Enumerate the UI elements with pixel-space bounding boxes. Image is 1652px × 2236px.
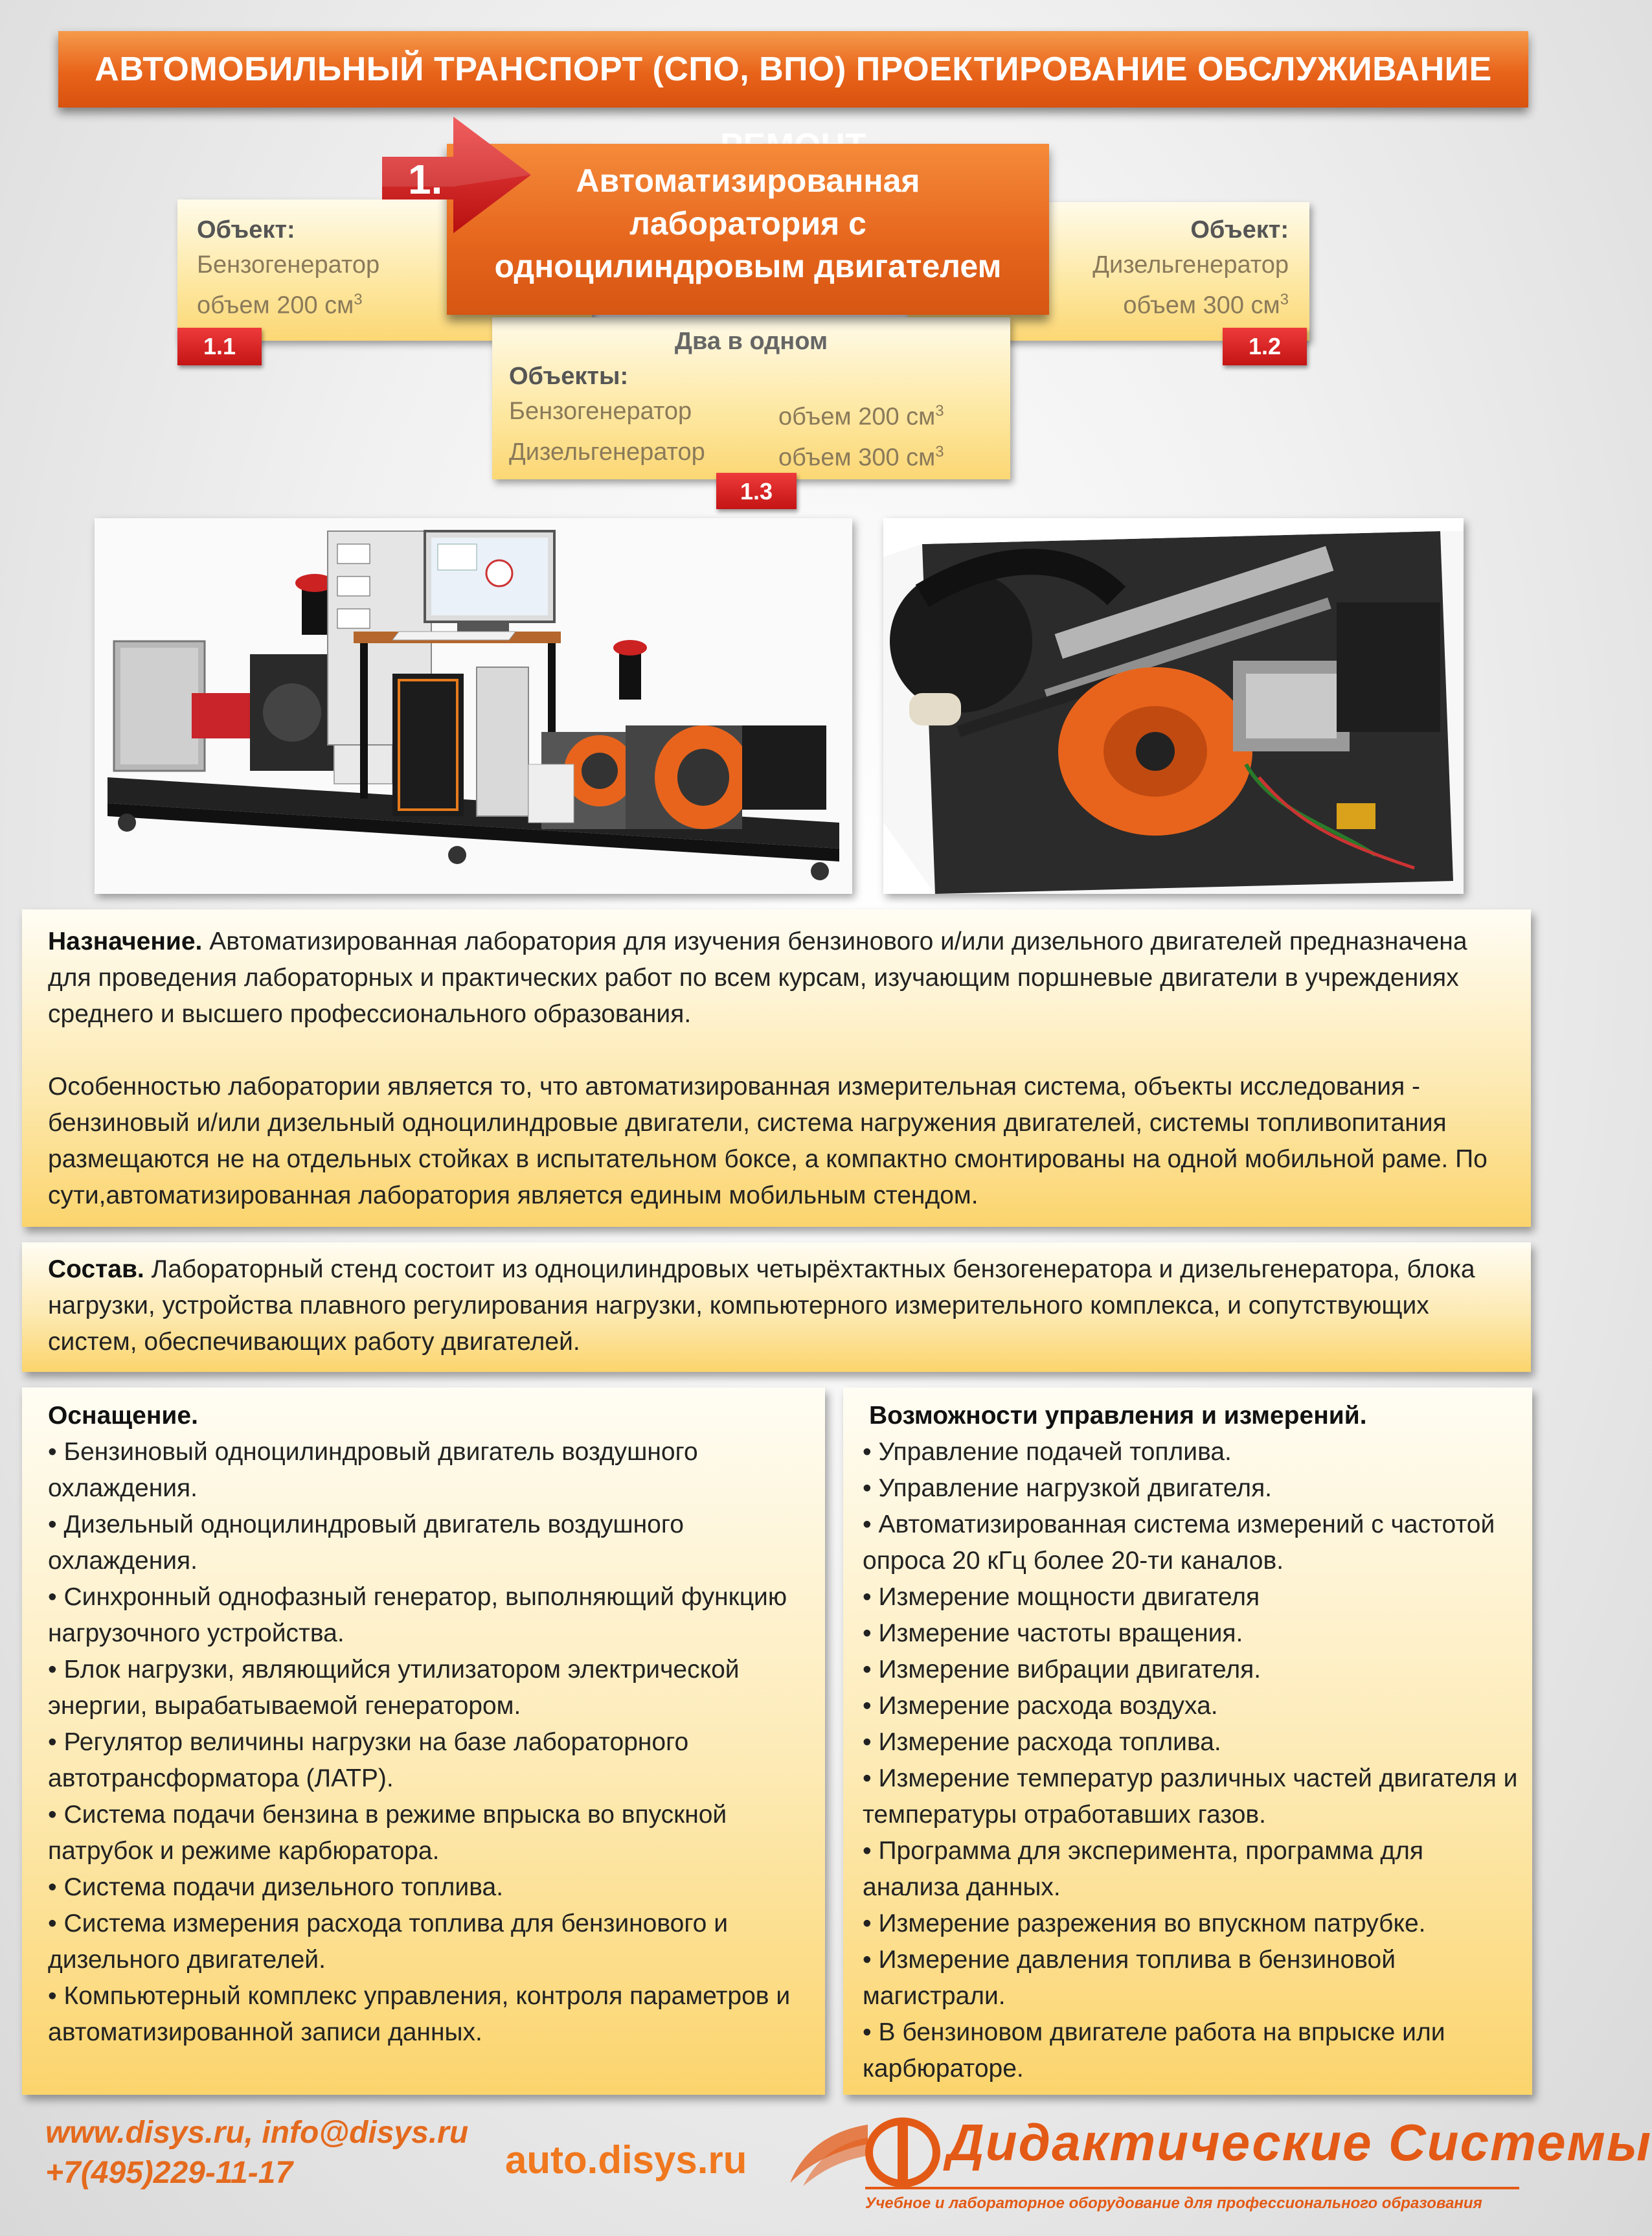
purpose-text: Автоматизированная лаборатория для изучения бензинового и/или дизельного двигателей предназначена для проведения лабораторных и практических работ по всем курсам, изучающим поршневые двигатели в учреждениях среднего и высшего профессионального образования. [48, 928, 1467, 1028]
composition-label: Состав. [48, 1255, 144, 1283]
object-name: Дизельгенератор [1092, 251, 1289, 279]
capability-item: • Измерение разрежения во впускном патрубке. [863, 1910, 1426, 1937]
capability-item: • Измерение вибрации двигателя. [863, 1656, 1262, 1683]
contact-phone: +7(495)229-11-17 [45, 2156, 293, 2190]
object-volume: объем 200 $см^3$ [197, 291, 363, 319]
equipment-item: • Система подачи бензина в режиме впрыска во впускной патрубок и режиме карбюратора. [48, 1801, 727, 1865]
lab-title-line: Автоматизированная [576, 163, 920, 199]
footer-contacts [45, 2113, 537, 2193]
lab-number: 1. [408, 156, 443, 203]
equipment-item: • Система подачи дизельного топлива. [48, 1873, 504, 1901]
object-box-1-3 [492, 317, 1010, 479]
object-tag-1-1: 1.1 [177, 328, 262, 365]
purpose-section [22, 909, 1531, 1227]
equipment-label: Оснащение. [48, 1402, 198, 1430]
capability-item: • Измерение расхода воздуха. [863, 1692, 1218, 1720]
capability-item: • Управление подачей топлива. [863, 1438, 1232, 1466]
page-header: АВТОМОБИЛЬНЫЙ ТРАНСПОРТ (СПО, ВПО) ПРОЕКТИРОВАНИЕ ОБСЛУЖИВАНИЕ [58, 31, 1528, 108]
capability-item: • Программа для эксперимента, программа для анализа данных. [863, 1837, 1424, 1901]
engine-closeup-image [883, 518, 1464, 894]
composition-text: Лабораторный стенд состоит из одноцилиндровых четырёхтактных бензогенератора и дизельгенератора, блока нагрузки, устройства плавного регулирования нагрузки, компьютерного измерительного комплекса, и сопутствующих систем, обеспечивающих работу двигателей. [48, 1255, 1475, 1356]
contact-links[interactable]: www.disys.ru, info@disys.ru [45, 2116, 469, 2150]
equipment-item: • Компьютерный комплекс управления, контроля параметров и автоматизированной записи данных. [48, 1982, 791, 2046]
object-name: Бензогенератор [197, 251, 380, 279]
purpose-label: Назначение. [48, 928, 203, 955]
equipment-item: • Дизельный одноцилиндровый двигатель воздушного охлаждения. [48, 1511, 684, 1575]
purpose-paragraph [48, 924, 1505, 1032]
object-row: Бензогенератор объем 200 $см^3$ [509, 398, 944, 431]
capabilities-section [843, 1387, 1532, 2095]
brand-tagline: Учебное и лабораторное оборудование для профессионального образования [865, 2195, 1482, 2212]
brand-underline [865, 2187, 1519, 2189]
brand-name: Дидактические Системы [947, 2114, 1652, 2171]
object-tag-1-2: 1.2 [1223, 328, 1307, 365]
capabilities-label: Возможности управления и измерений. [869, 1402, 1367, 1430]
object-label: Объект: [1190, 216, 1289, 244]
capability-item: • В бензиновом двигателе работа на впрыске или карбюраторе. [863, 2018, 1445, 2082]
footer-site-link[interactable]: auto.disys.ru [505, 2138, 747, 2182]
equipment-section [22, 1387, 825, 2095]
equipment-item: • Синхронный однофазный генератор, выполняющий функцию нагрузочного устройства. [48, 1583, 787, 1647]
capability-item: • Управление нагрузкой двигателя. [863, 1474, 1273, 1502]
lab-title-line: лаборатория с [629, 205, 866, 242]
equipment-item: • Бензиновый одноцилиндровый двигатель воздушного охлаждения. [48, 1438, 698, 1502]
object-tag-1-3: 1.3 [716, 473, 797, 509]
capability-item: • Измерение мощности двигателя [863, 1583, 1260, 1611]
object-label: Объект: [197, 216, 295, 244]
brand-swoosh-icon [784, 2118, 874, 2189]
engine-closeup-photo [883, 518, 1464, 894]
brand-logo-icon [864, 2117, 942, 2188]
object-label: Объекты: [509, 363, 629, 390]
capability-item: • Измерение частоты вращения. [863, 1619, 1243, 1647]
capability-item: • Автоматизированная система измерений с частотой опроса 20 кГц более 20-ти каналов. [863, 1511, 1495, 1575]
lab-title-box [447, 144, 1049, 315]
purpose-feature-paragraph: Особенностью лаборатории является то, что автоматизированная измерительная система, объекты исследования - бензиновый и/или дизельный одноцилиндровые двигатели, система нагружения двигателей, системы топливопитания размещаются не на отдельных стойках в испытательном боксе, а компактно смонтированы на одной мобильной раме. По сути,автоматизированная лаборатория является единым мобильным стендом. [48, 1073, 1488, 1209]
lab-stand-image [95, 518, 852, 894]
number-arrow [382, 117, 531, 233]
lab-title-line: одноцилиндровым двигателем [494, 248, 1002, 284]
capability-item: • Измерение температур различных частей двигателя и температуры отработавших газов. [863, 1764, 1518, 1829]
object-heading: Два в одном [674, 328, 828, 355]
arrow-shape [382, 117, 531, 233]
equipment-item: • Регулятор величины нагрузки на базе лабораторного автотрансформатора (ЛАТР). [48, 1728, 689, 1792]
capability-item: • Измерение расхода топлива. [863, 1728, 1221, 1756]
capability-item: • Измерение давления топлива в бензиновой магистрали. [863, 1946, 1396, 2010]
object-volume: объем 300 $см^3$ [1123, 291, 1289, 319]
equipment-item: • Система измерения расхода топлива для бензинового и дизельного двигателей. [48, 1910, 728, 1974]
lab-stand-photo [95, 518, 852, 894]
equipment-item: • Блок нагрузки, являющийся утилизатором электрической энергии, вырабатываемой генератором. [48, 1656, 740, 1720]
composition-section [22, 1242, 1531, 1372]
object-row: Дизельгенератор объем 300 $см^3$ [509, 438, 944, 472]
